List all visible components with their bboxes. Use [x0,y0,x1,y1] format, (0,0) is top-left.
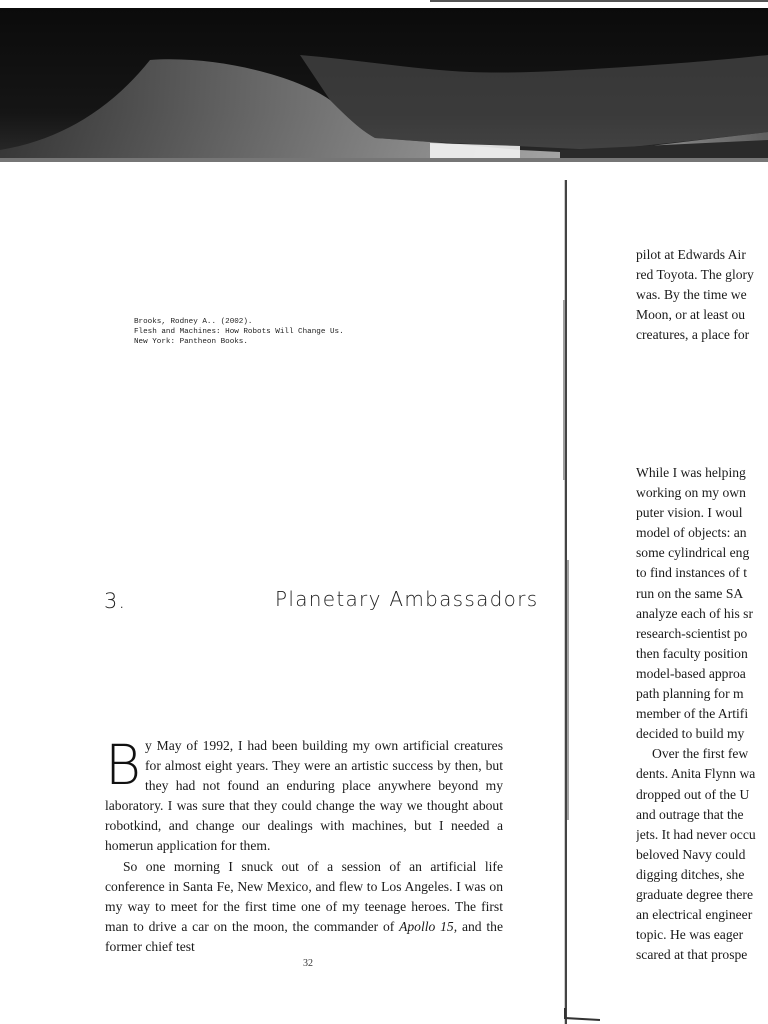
right-page-line: working on my own [636,485,746,501]
right-page-line: dropped out of the U [636,786,750,802]
citation-line: New York: Pantheon Books. [134,338,248,346]
right-page-block-1 [636,245,768,345]
right-page-line: analyze each of his sr [636,605,754,621]
right-page-line: Over the first few [652,746,749,762]
right-page-line: While I was helping [636,465,746,480]
book-gutter [560,180,572,1024]
body-text [105,733,503,957]
right-page-line: some cylindrical eng [636,545,750,561]
paragraph [105,857,503,957]
right-page-line: run on the same SA [636,585,744,601]
right-page-line: red Toyota. The glory [636,267,754,283]
dropcap: B [105,733,142,797]
citation-line: Brooks, Rodney A.. (2002). [134,318,253,326]
right-page-line: path planning for m [636,686,744,702]
right-page-line: and outrage that the [636,806,744,822]
right-page-line: digging ditches, she [636,866,745,882]
chapter-title: Planetary Ambassadors [275,587,539,611]
right-page-block-2 [636,463,768,965]
right-page-line: member of the Artifi [636,706,749,722]
right-page-line: beloved Navy could [636,846,746,862]
page-number: 32 [303,958,313,969]
right-page-line: decided to build my [636,726,745,742]
right-page-line: pilot at Edwards Air [636,247,746,262]
right-page-line: dents. Anita Flynn wa [636,766,756,782]
right-page-line: topic. He was eager [636,927,744,943]
right-page-line: Moon, or at least ou [636,307,746,323]
right-page-line: creatures, a place for [636,327,750,343]
right-page-line: then faculty position [636,645,748,661]
right-page-line: model of objects: an [636,525,747,541]
right-page-line: jets. It had never occu [636,826,756,842]
citation-block [134,317,344,347]
right-page-line: to find instances of t [636,565,747,581]
right-page-line: was. By the time we [636,287,747,303]
right-page-line: graduate degree there [636,886,753,902]
citation-line: Flesh and Machines: How Robots Will Change Us. [134,328,344,336]
right-page-line: model-based approa [636,665,746,681]
paragraph [105,733,503,857]
paragraph-text: So one morning I snuck out of a session of an artificial life conference in Santa Fe, New Mexico, and flew to Los Angeles. I was on my way to meet for the first time one of my teenage heroes. The first man to drive a car on the moon, the commander of [105,858,503,934]
gutter-corner-mark [560,1008,600,1024]
paragraph-text: and the former chief test [105,918,503,954]
chapter-number: 3. [104,589,127,613]
right-page-line: research-scientist po [636,625,748,641]
paragraph-text: y May of 1992, I had been building my own artificial creatures for almost eight years. They were an artistic success by then, but they had not found an enduring place anywhere beyond my laboratory. I was sure that they could change the way we thought about robotkind, and change our dealings with machines, but I needed a homerun application for them. [105,738,503,854]
right-page-line: scared at that prospe [636,947,748,963]
right-page-line: an electrical engineer [636,907,753,923]
paragraph-italic: Apollo 15, [399,918,458,934]
right-page-line: puter vision. I woul [636,505,743,521]
header-photo [0,0,768,170]
